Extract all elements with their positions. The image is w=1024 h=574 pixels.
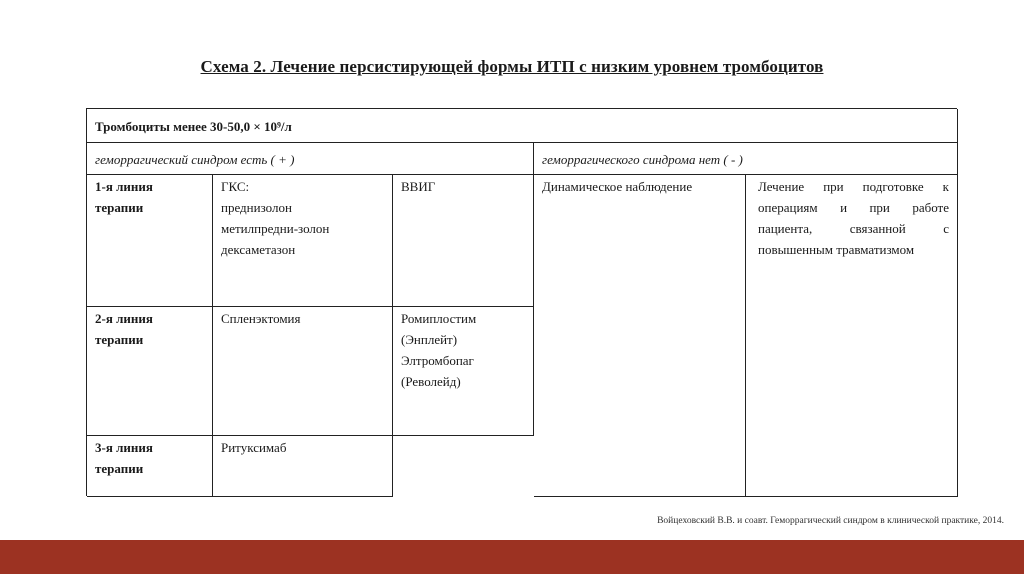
hemorrhagic-no-header: геморрагического синдрома нет ( - )	[534, 143, 958, 175]
reference-citation: Войцеховский В.В. и соавт. Геморрагический синдром в клинической практике, 2014.	[657, 516, 1004, 526]
line-2-tpo-agonists-cell: Ромиплостим (Энплейт) Элтромбопаг (Револейд)	[393, 307, 534, 436]
line-1-gks-cell: ГКС: преднизолон метилпредни-золон дексаметазон	[213, 175, 393, 307]
line-2-label: 2-я линия терапии	[87, 307, 213, 436]
line-1-label: 1-я линия терапии	[87, 175, 213, 307]
hemorrhagic-yes-header: геморрагический синдром есть ( + )	[87, 143, 534, 175]
line-3-rituximab-cell: Ритуксимаб	[213, 436, 393, 497]
surgery-treatment-cell: Лечение при подготовке к операциям и при работе пациента, связанной с повышенным травматизмом	[746, 175, 958, 497]
platelets-header: Тромбоциты менее 30-50,0 × 10⁹/л	[87, 109, 958, 143]
page-title: Схема 2. Лечение персистирующей формы ИТП с низким уровнем тромбоцитов	[200, 57, 824, 76]
line-2-splenectomy-cell: Спленэктомия	[213, 307, 393, 436]
observation-cell: Динамическое наблюдение	[534, 175, 746, 497]
line-3-label: 3-я линия терапии	[87, 436, 213, 497]
line-3-empty-cell	[393, 436, 534, 497]
footer-bar	[0, 540, 1024, 574]
treatment-scheme-table	[86, 108, 957, 496]
line-1-ivig-cell: ВВИГ	[393, 175, 534, 307]
